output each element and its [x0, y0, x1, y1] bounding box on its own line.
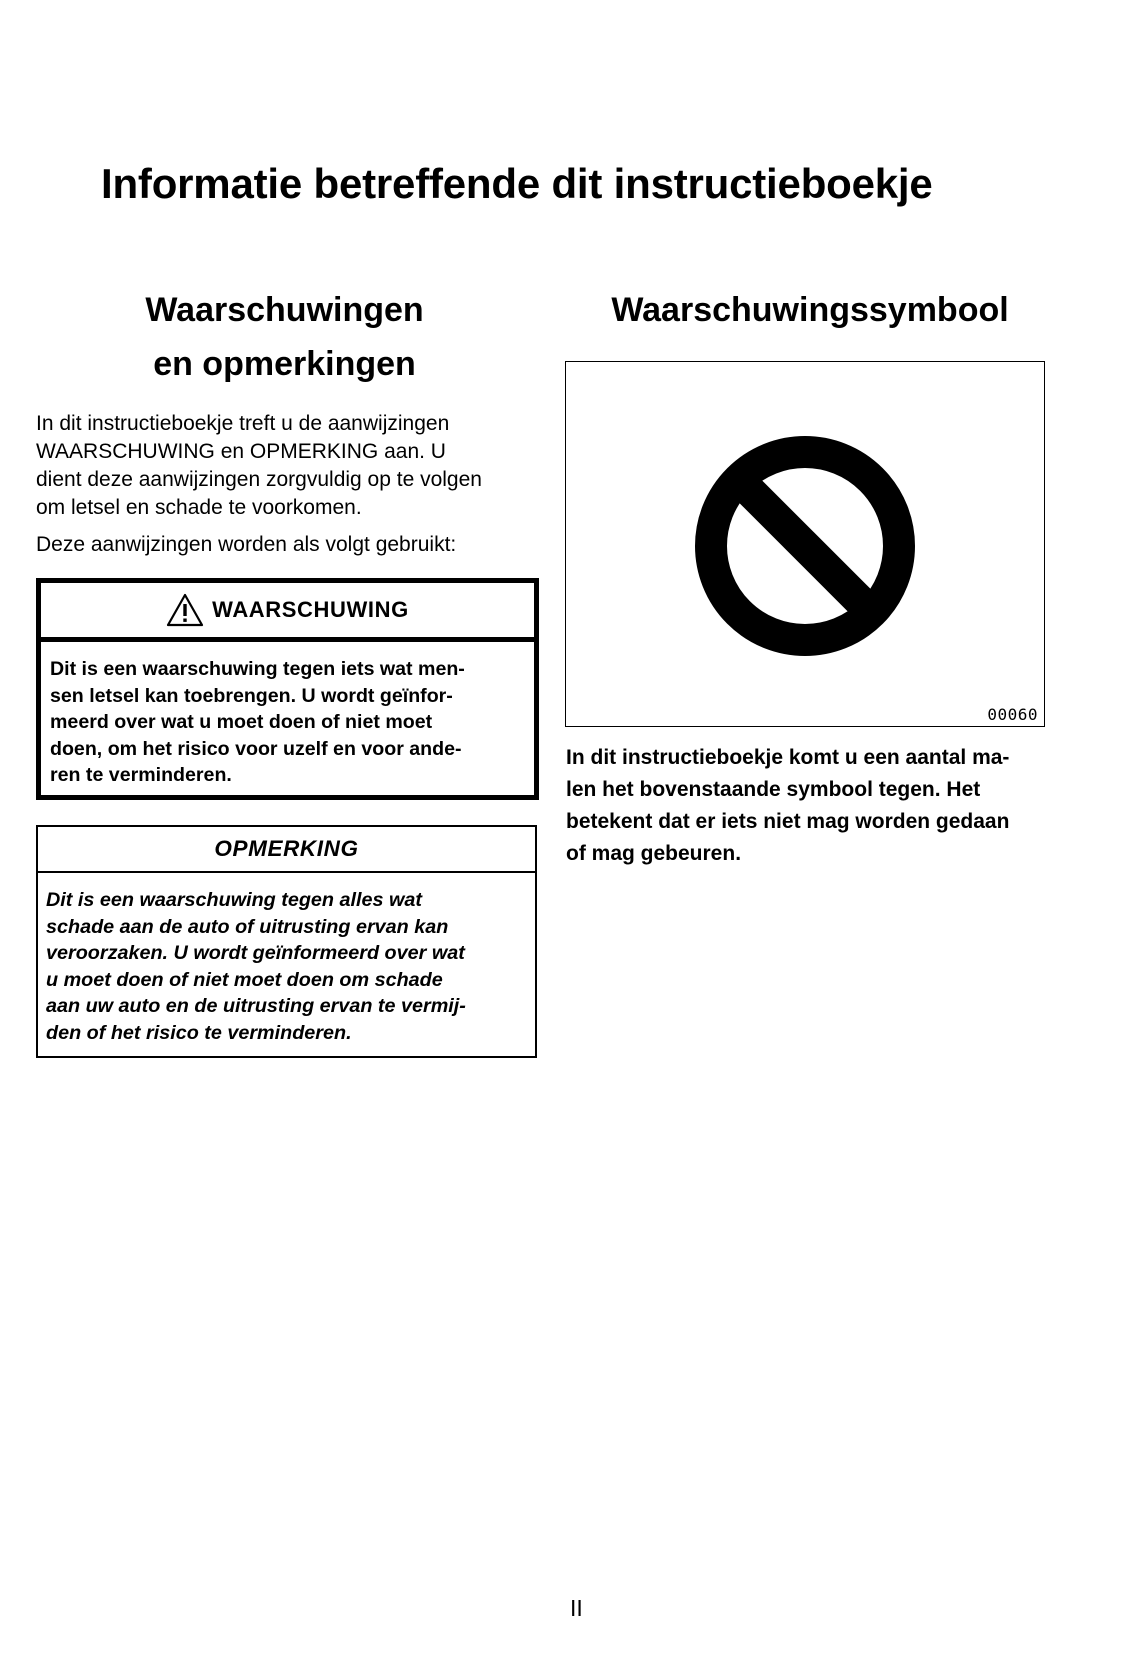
- note-text-line: den of het risico te verminderen.: [46, 1021, 352, 1044]
- intro-line: WAARSCHUWING en OPMERKING aan. U: [36, 440, 446, 463]
- intro-paragraph-2: Deze aanwijzingen worden als volgt gebruikt:: [36, 533, 457, 556]
- intro-line: om letsel en schade te voorkomen.: [36, 496, 362, 519]
- warnings-notes-heading: [36, 283, 533, 391]
- intro-text: [36, 410, 536, 568]
- note-box-label: OPMERKING: [214, 836, 359, 861]
- warning-symbol-heading: Waarschuwingssymbool: [611, 291, 1009, 329]
- note-box-text: [38, 873, 535, 1047]
- page-number: II: [570, 1595, 583, 1621]
- warning-box-label: WAARSCHUWING: [212, 597, 409, 622]
- warning-text-line: doen, om het risico voor uzelf en voor ande-: [50, 737, 462, 760]
- page-title: Informatie betreffende dit instructieboekje: [101, 160, 933, 207]
- description-line: of mag gebeuren.: [566, 842, 742, 865]
- note-box-header: [38, 827, 535, 873]
- symbol-description: [566, 742, 1066, 870]
- warning-box-text: [41, 642, 534, 789]
- note-text-line: u moet doen of niet moet doen om schade: [46, 968, 443, 991]
- warning-text-line: Dit is een waarschuwing tegen iets wat men-: [50, 658, 465, 680]
- warnings-notes-heading-line2: en opmerkingen: [153, 345, 416, 383]
- warning-box-header: [41, 583, 534, 642]
- warning-box: [36, 578, 539, 800]
- description-line: betekent dat er iets niet mag worden gedaan: [566, 810, 1010, 833]
- description-line: len het bovenstaande symbool tegen. Het: [566, 778, 981, 801]
- description-line: In dit instructieboekje komt u een aantal ma-: [566, 746, 1010, 769]
- intro-paragraph-1: [36, 410, 536, 522]
- warning-text-line: meerd over wat u moet doen of niet moet: [50, 711, 433, 733]
- intro-line: dient deze aanwijzingen zorgvuldig op te volgen: [36, 468, 482, 491]
- warning-triangle-icon: [166, 593, 204, 627]
- warning-text-line: sen letsel kan toebrengen. U wordt geïnfor-: [50, 684, 453, 707]
- note-text-line: schade aan de auto of uitrusting ervan kan: [46, 915, 449, 938]
- warnings-notes-heading-line1: Waarschuwingen: [145, 291, 424, 329]
- note-text-line: aan uw auto en de uitrusting ervan te vermij-: [46, 995, 466, 1018]
- intro-line: In dit instructieboekje treft u de aanwijzingen: [36, 412, 450, 435]
- symbol-figure: [565, 361, 1045, 727]
- note-text-line: Dit is een waarschuwing tegen alles wat: [46, 889, 422, 911]
- note-box: [36, 825, 537, 1058]
- note-text-line: veroorzaken. U wordt geïnformeerd over wat: [46, 942, 465, 965]
- prohibition-icon: [694, 435, 916, 657]
- figure-code: 00060: [987, 705, 1038, 724]
- warning-text-line: ren te verminderen.: [50, 764, 232, 786]
